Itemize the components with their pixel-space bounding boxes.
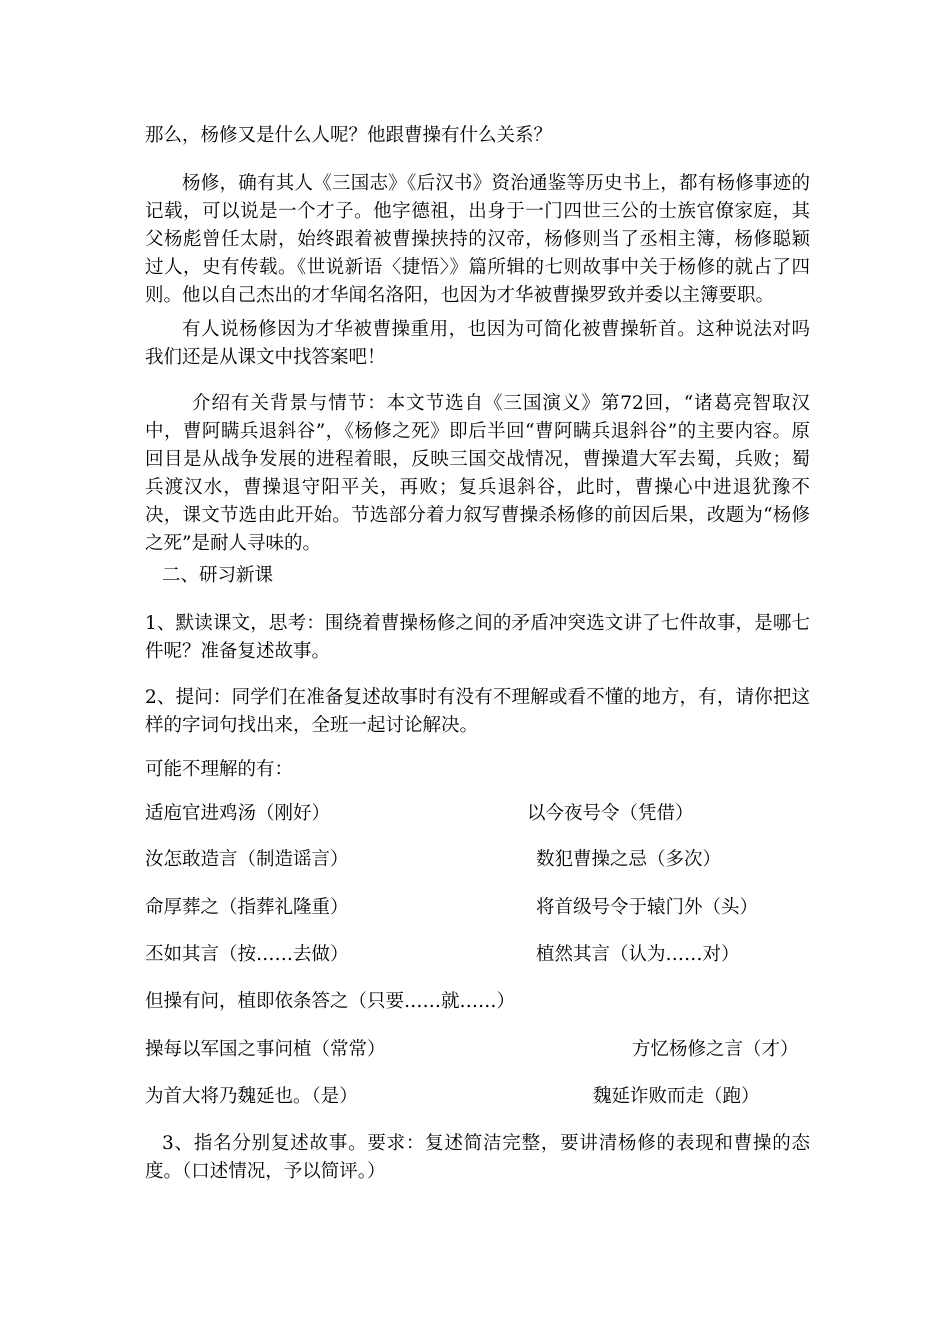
- task-2: 2、提问：同学们在准备复述故事时有没有不理解或看不懂的地方，有，请你把这样的字词句找出来，全班一起讨论解决。: [145, 687, 810, 736]
- section-heading: 二、研习新课: [162, 565, 274, 586]
- vocab-item: 丕如其言（按……去做）: [145, 944, 349, 965]
- vocab-heading: 可能不理解的有：: [145, 759, 294, 780]
- vocab-item: 数犯曹操之忌（多次）: [536, 849, 722, 870]
- vocab-item: 方忆杨修之言（才）: [632, 1039, 799, 1060]
- vocab-item: 但操有问，植即依条答之（只要……就……）: [145, 991, 516, 1012]
- vocab-item: 为首大将乃魏延也。（是）: [145, 1086, 358, 1107]
- vocab-item: 适庖官进鸡汤（刚好）: [145, 803, 331, 824]
- background-paragraph: 介绍有关背景与情节：本文节选自《三国演义》第72回，“诸葛亮智取汉中，曹阿瞒兵退斜谷”，《杨修之死》即后半回“曹阿瞒兵退斜谷”的主要内容。原回目是从战争发展的进程着眼，反映三国交战情况，曹操遣大军去蜀，兵败；蜀兵渡汉水，曹操退守阳平关，再败；复兵退斜谷，此时，曹操心中进退犹豫不决，课文节选由此开始。节选部分着力叙写曹操杀杨修的前因后果，改题为“杨修之死”是耐人寻味的。: [145, 393, 810, 554]
- vocab-item: 命厚葬之（指葬礼隆重）: [145, 897, 349, 918]
- vocab-item: 汝怎敢造言（制造谣言）: [145, 849, 349, 870]
- opinion-paragraph: 有人说杨修因为才华被曹操重用，也因为可简化被曹操斩首。这种说法对吗我们还是从课文中找答案吧！: [145, 319, 810, 368]
- vocab-item: 操每以军国之事问植（常常）: [145, 1039, 386, 1060]
- vocab-item: 植然其言（认为……对）: [536, 944, 740, 965]
- vocab-item: 将首级号令于辕门外（头）: [536, 897, 759, 918]
- task-1: 1、默读课文，思考：围绕着曹操杨修之间的矛盾冲突选文讲了七件故事，是哪七件呢？准备复述故事。: [145, 613, 810, 662]
- intro-question: 那么，杨修又是什么人呢？他跟曹操有什么关系？: [145, 125, 553, 146]
- vocab-item: 以今夜号令（凭借）: [527, 803, 694, 824]
- task-3: 3、指名分别复述故事。要求：复述简洁完整，要讲清杨修的表现和曹操的态度。（口述情况，予以简评。）: [145, 1133, 810, 1182]
- bio-paragraph: 杨修，确有其人《三国志》《后汉书》资治通鉴等历史书上，都有杨修事迹的记载，可以说是一个才子。他字德祖，出身于一门四世三公的士族官僚家庭，其父杨彪曾任太尉，始终跟着被曹操挟持的汉帝，杨修则当了丞相主簿，杨修聪颖过人，史有传载。《世说新语〈捷悟〉》篇所辑的七则故事中关于杨修的就占了四则。他以自己杰出的才华闻名洛阳，也因为才华被曹操罗致并委以主簿要职。: [145, 173, 810, 306]
- vocab-item: 魏延诈败而走（跑）: [593, 1086, 760, 1107]
